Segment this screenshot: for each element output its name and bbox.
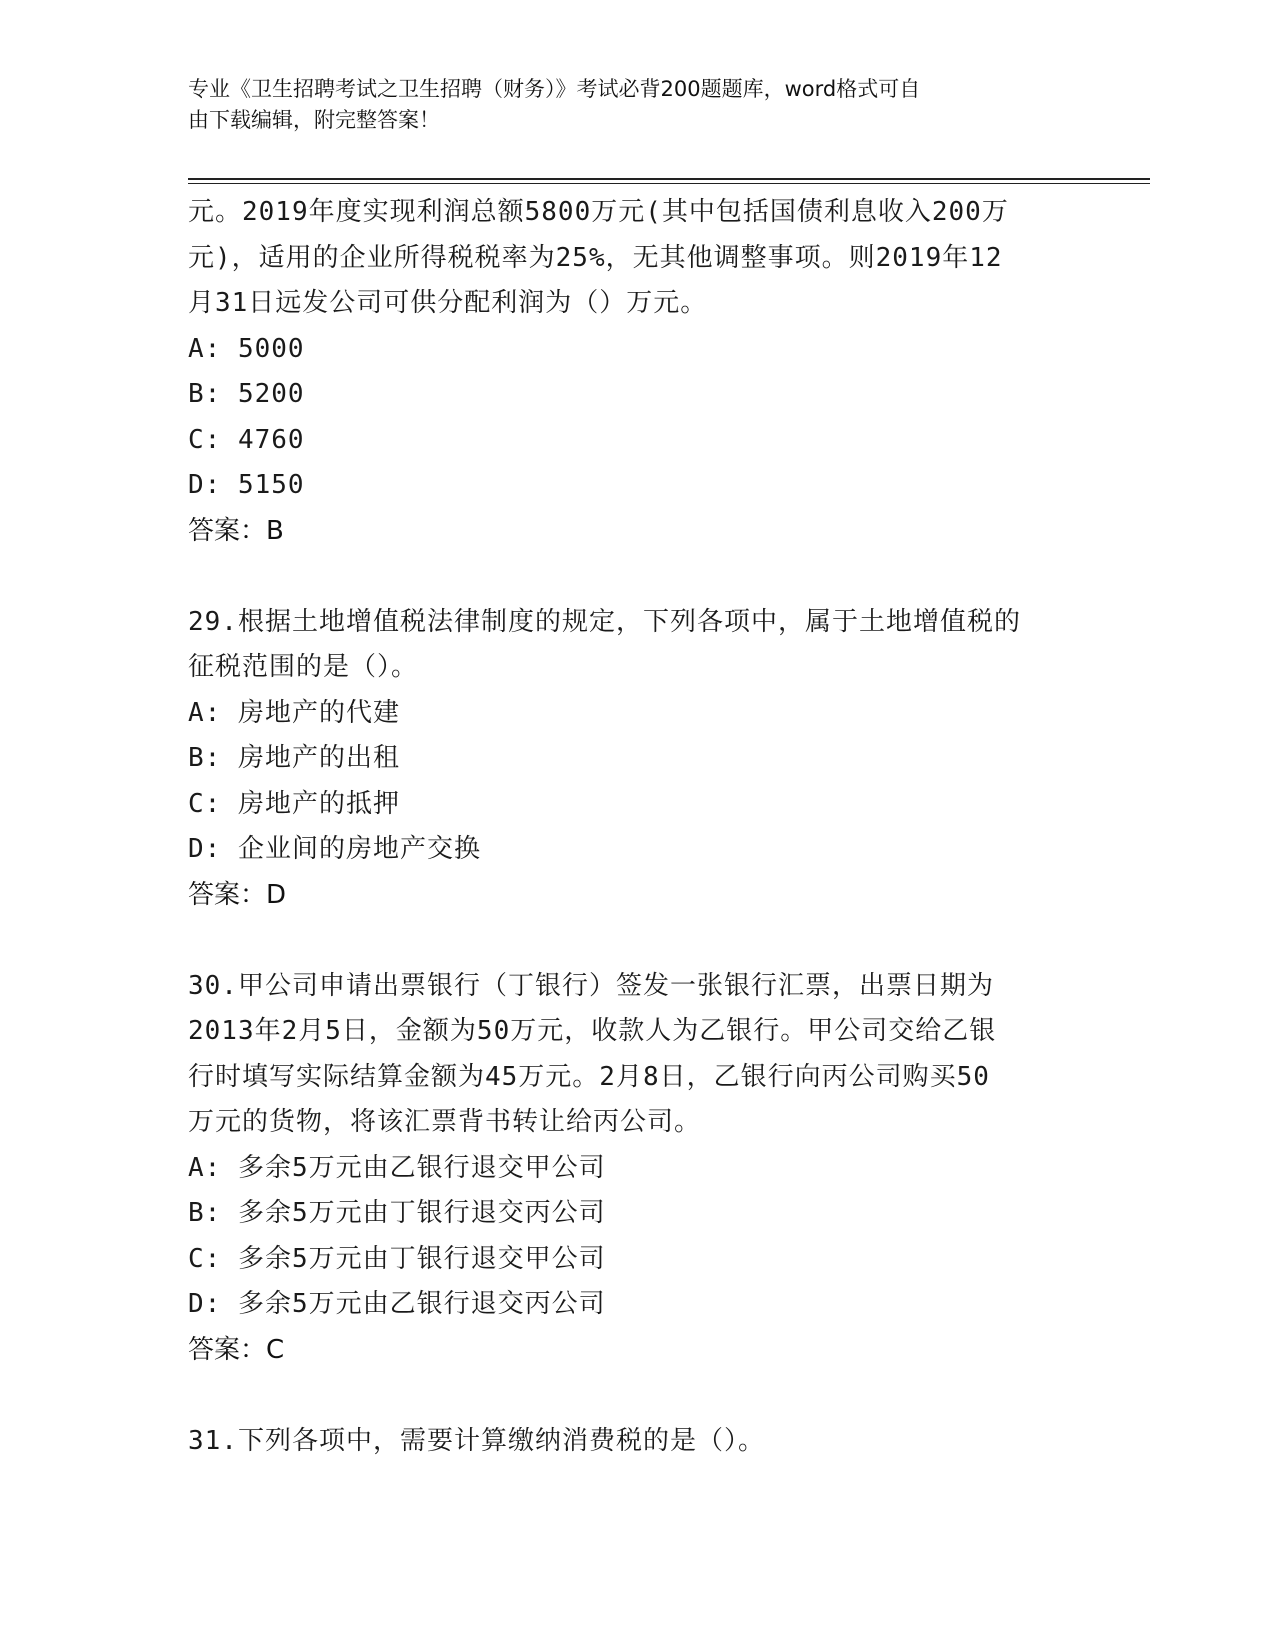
option-c: C: 4760 bbox=[188, 424, 305, 455]
question-content bbox=[188, 190, 1108, 1464]
answer-label: 答案：D bbox=[188, 879, 287, 910]
question-stem-line: 元。2019年度实现利润总额5800万元(其中包括国债利息收入200万 bbox=[188, 197, 1009, 227]
option-d: D: 5150 bbox=[188, 470, 305, 500]
spacer bbox=[188, 918, 1108, 964]
question-stem-line: 征税范围的是（）。 bbox=[188, 652, 419, 682]
option-a: A: 房地产的代建 bbox=[188, 697, 400, 728]
option-b: B: 5200 bbox=[188, 379, 305, 409]
option-c: C: 房地产的抵押 bbox=[188, 788, 400, 819]
header-line-1: 专业《卫生招聘考试之卫生招聘（财务）》考试必背200题题库，word格式可自 bbox=[188, 77, 921, 101]
question-28 bbox=[188, 190, 1108, 554]
option-b: B: 房地产的出租 bbox=[188, 743, 400, 773]
spacer bbox=[188, 554, 1108, 600]
header-line-2: 由下载编辑，附完整答案！ bbox=[188, 108, 440, 132]
question-stem-line: 元)，适用的企业所得税税率为25%，无其他调整事项。则2019年12 bbox=[188, 242, 1003, 273]
question-stem-line: 31.下列各项中，需要计算缴纳消费税的是（）。 bbox=[188, 1425, 765, 1456]
answer-label: 答案：B bbox=[188, 515, 284, 546]
spacer bbox=[188, 1373, 1108, 1419]
question-stem-line: 万元的货物，将该汇票背书转让给丙公司。 bbox=[188, 1107, 702, 1137]
question-stem-line: 月31日远发公司可供分配利润为（）万元。 bbox=[188, 288, 708, 318]
question-30 bbox=[188, 964, 1108, 1374]
option-a: A: 5000 bbox=[188, 333, 305, 364]
option-d: D: 多余5万元由乙银行退交丙公司 bbox=[188, 1289, 606, 1319]
question-stem-line: 行时填写实际结算金额为45万元。2月8日，乙银行向丙公司购买50 bbox=[188, 1061, 990, 1092]
question-stem-line: 2013年2月5日，金额为50万元，收款人为乙银行。甲公司交给乙银 bbox=[188, 1016, 997, 1046]
question-31 bbox=[188, 1419, 1108, 1465]
document-header bbox=[188, 74, 1088, 136]
answer-label: 答案：C bbox=[188, 1334, 285, 1365]
option-a: A: 多余5万元由乙银行退交甲公司 bbox=[188, 1152, 606, 1183]
header-divider-thin bbox=[188, 183, 1150, 184]
question-29 bbox=[188, 600, 1108, 919]
question-stem-line: 29.根据土地增值税法律制度的规定，下列各项中，属于土地增值税的 bbox=[188, 606, 1021, 637]
option-b: B: 多余5万元由丁银行退交丙公司 bbox=[188, 1198, 606, 1228]
question-stem-line: 30.甲公司申请出票银行（丁银行）签发一张银行汇票，出票日期为 bbox=[188, 970, 994, 1001]
header-divider bbox=[188, 178, 1150, 180]
option-c: C: 多余5万元由丁银行退交甲公司 bbox=[188, 1243, 606, 1274]
option-d: D: 企业间的房地产交换 bbox=[188, 834, 481, 864]
